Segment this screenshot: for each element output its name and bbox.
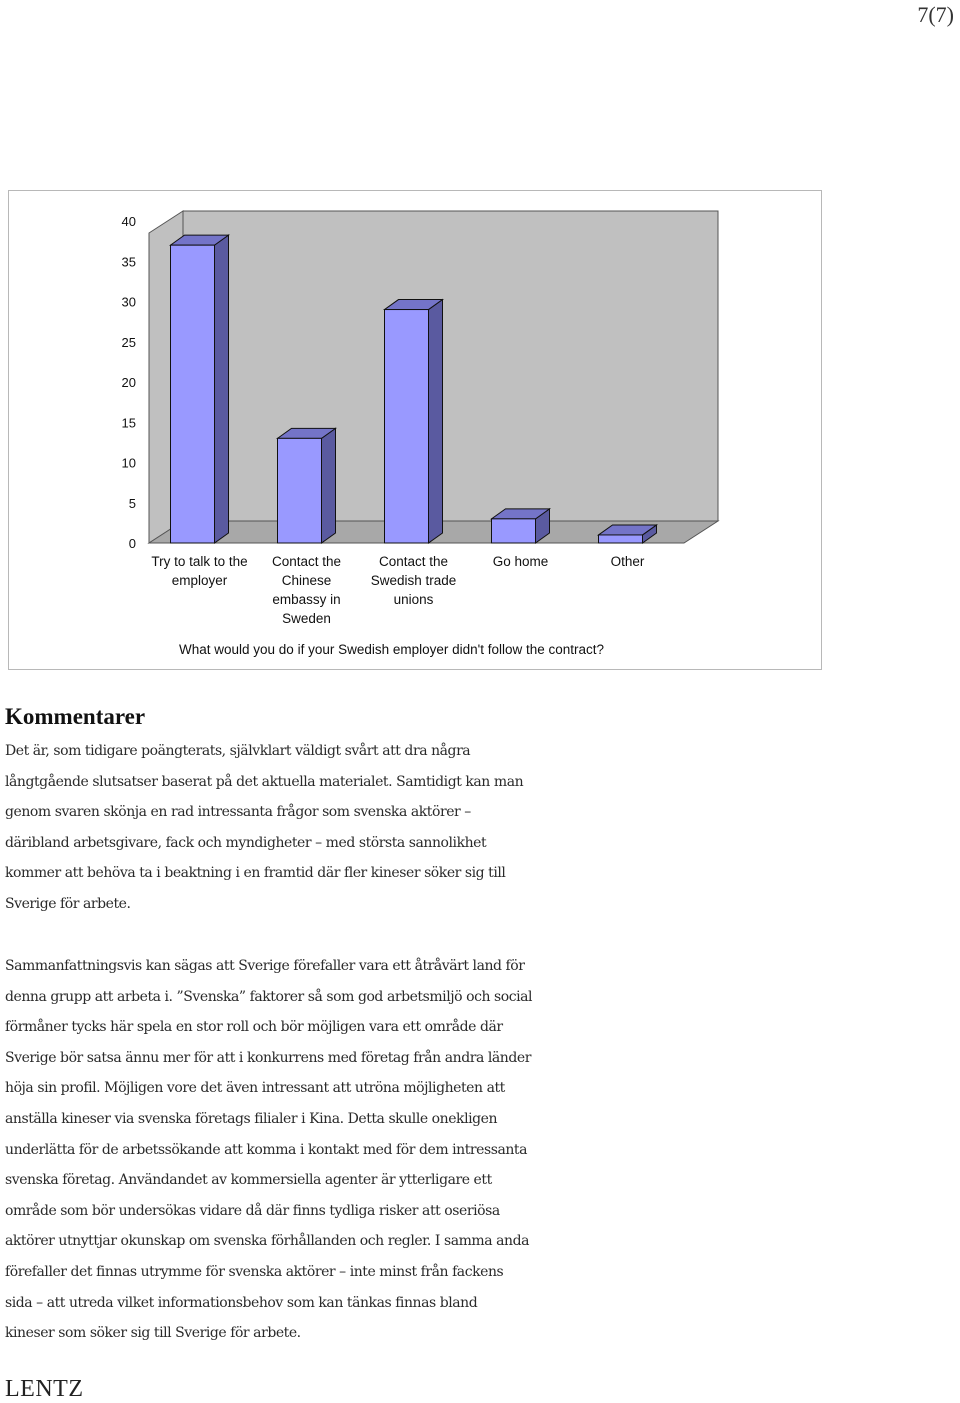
x-tick-label: Other <box>610 554 645 569</box>
bar-chart <box>8 190 822 670</box>
y-tick-label: 40 <box>121 214 136 229</box>
paragraph-line: Det är, som tidigare poängterats, självklart väldigt svårt att dra några <box>5 743 471 759</box>
paragraph-line: anställa kineser via svenska företags filialer i Kina. Detta skulle onekligen <box>5 1110 498 1127</box>
comments-heading: Kommentarer <box>5 704 146 729</box>
paragraph-line: Sammanfattningsvis kan sägas att Sverige förefaller vara ett åtråvärt land för <box>5 958 525 974</box>
bar-chart-svg <box>9 191 821 669</box>
paragraph-line: långtgående slutsatser baserat på det aktuella materialet. Samtidigt kan man <box>5 773 524 790</box>
page-number: 7(7) <box>917 2 954 27</box>
x-tick-label: Go home <box>492 554 549 569</box>
paragraph-line: underlätta för de arbetssökande att komma i kontakt med för dem intressanta <box>5 1141 527 1158</box>
chart-back-wall <box>183 211 718 521</box>
paragraph-line: höja sin profil. Möjligen vore det även intressant att utröna möjligheten att <box>5 1080 505 1097</box>
paragraph-line: genom svaren skönja en rad intressanta frågor som svenska aktörer – <box>5 804 471 821</box>
y-tick-label: 0 <box>128 536 136 551</box>
x-tick-label: Contact the Chinese embassy in Sweden <box>271 554 342 626</box>
y-tick-label: 10 <box>121 455 136 471</box>
comments-paragraph-1 <box>5 736 905 920</box>
bar <box>171 245 215 543</box>
paragraph-line: däribland arbetsgivare, fack och myndigheter – med största sannolikhet <box>5 834 487 851</box>
x-axis-title: What would you do if your Swedish employer didn't follow the contract? <box>179 642 605 657</box>
comments-paragraph-2 <box>5 951 905 1349</box>
paragraph-line: kommer att behöva ta i beaktning i en framtid där fler kineser söker sig till <box>5 865 506 882</box>
paragraph-line: svenska företag. Användandet av kommersiella agenter är ytterligare ett <box>5 1172 492 1189</box>
x-tick-label: Try to talk to the employer <box>151 554 248 588</box>
paragraph-line: område som bör undersökas vidare då där finns tydliga risker att oseriösa <box>5 1202 500 1219</box>
y-tick-label: 20 <box>121 375 136 390</box>
bar <box>492 519 536 543</box>
paragraph-line: kineser som söker sig till Sverige för arbete. <box>5 1325 301 1342</box>
y-tick-label: 5 <box>128 495 136 511</box>
paragraph-line: Sverige bör satsa ännu mer för att i konkurrens med företag från andra länder <box>5 1049 531 1066</box>
paragraph-line: aktörer utnyttjar okunskap om svenska förhållanden och regler. I samma anda <box>5 1233 530 1250</box>
bar-side <box>215 235 229 543</box>
paragraph-line: förefaller det finnas utrymme för svenska aktörer – inte minst från fackens <box>5 1263 504 1280</box>
footer-logo: LENTZ <box>5 1376 84 1402</box>
bar <box>278 438 322 543</box>
paragraph-line: förmåner tycks här spela en stor roll och bör möjligen vara ett område där <box>5 1019 503 1036</box>
x-tick-label: Contact the Swedish trade unions <box>370 554 457 607</box>
bar <box>599 535 643 543</box>
y-tick-label: 25 <box>121 334 136 350</box>
y-tick-label: 35 <box>121 254 136 270</box>
paragraph-line: denna grupp att arbeta i. ”Svenska” faktorer så som god arbetsmiljö och social <box>5 988 533 1005</box>
bar <box>385 310 429 543</box>
bar-side <box>429 300 443 543</box>
paragraph-line: Sverige för arbete. <box>5 895 131 912</box>
paragraph-line: sida – att utreda vilket informationsbehov som kan tänkas finnas bland <box>5 1294 478 1311</box>
bar-side <box>322 428 336 543</box>
y-tick-label: 15 <box>121 415 136 431</box>
y-tick-label: 30 <box>121 294 136 310</box>
